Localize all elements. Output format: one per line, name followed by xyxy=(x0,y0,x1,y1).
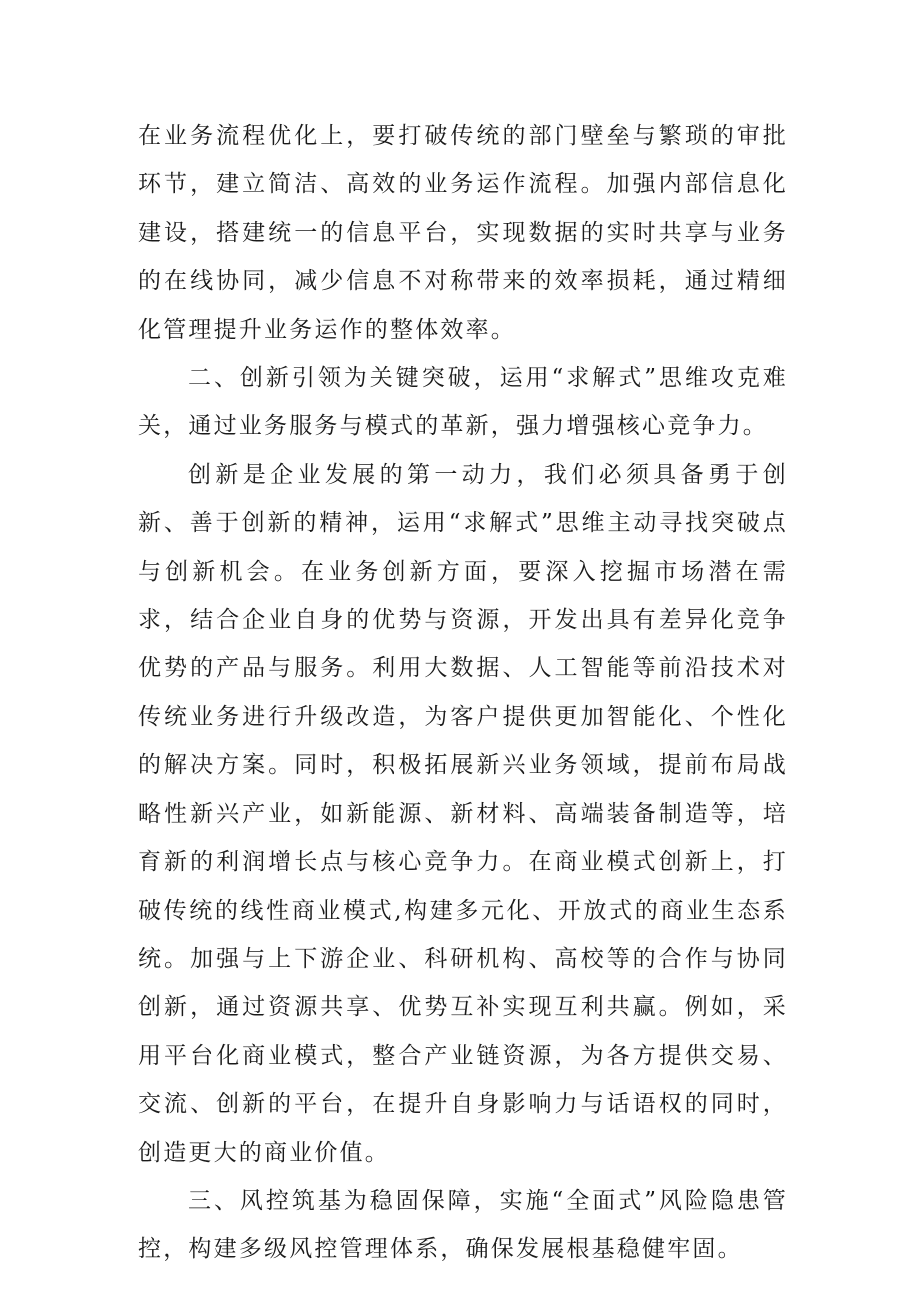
document-body xyxy=(138,112,788,1274)
section-heading-innovation: 二、创新引领为关键突破，运用“求解式”思维攻克难关，通过业务服务与模式的革新，强力增强核心竞争力。 xyxy=(138,365,788,440)
section-heading-risk-control: 三、风控筑基为稳固保障，实施“全面式”风险隐患管控，构建多级风控管理体系，确保发展根基稳健牢固。 xyxy=(138,1187,788,1263)
paragraph-innovation: 创新是企业发展的第一动力，我们必须具备勇于创新、善于创新的精神，运用“求解式”思维主动寻找突破点与创新机会。在业务创新方面，要深入挖掘市场潜在需求，结合企业自身的优势与资源，开发出具有差异化竞争优势的产品与服务。利用大数据、人工智能等前沿技术对传统业务进行升级改造，为客户提供更加智能化、个性化的解决方案。同时，积极拓展新兴业务领域，提前布局战略性新兴产业，如新能源、新材料、高端装备制造等，培育新的利润增长点与核心竞争力。在商业模式创新上，打破传统的线性商业模式,构建多元化、开放式的商业生态系统。加强与上下游企业、科研机构、高校等的合作与协同创新，通过资源共享、优势互补实现互利共赢。例如，采用平台化商业模式，整合产业链资源，为各方提供交易、交流、创新的平台，在提升自身影响力与话语权的同时，创造更大的商业价值。 xyxy=(138,461,788,1166)
paragraph-process-optimization: 在业务流程优化上，要打破传统的部门壁垒与繁琐的审批环节，建立简洁、高效的业务运作流程。加强内部信息化建设，搭建统一的信息平台，实现数据的实时共享与业务的在线协同，减少信息不对称带来的效率损耗，通过精细化管理提升业务运作的整体效率。 xyxy=(138,123,788,343)
